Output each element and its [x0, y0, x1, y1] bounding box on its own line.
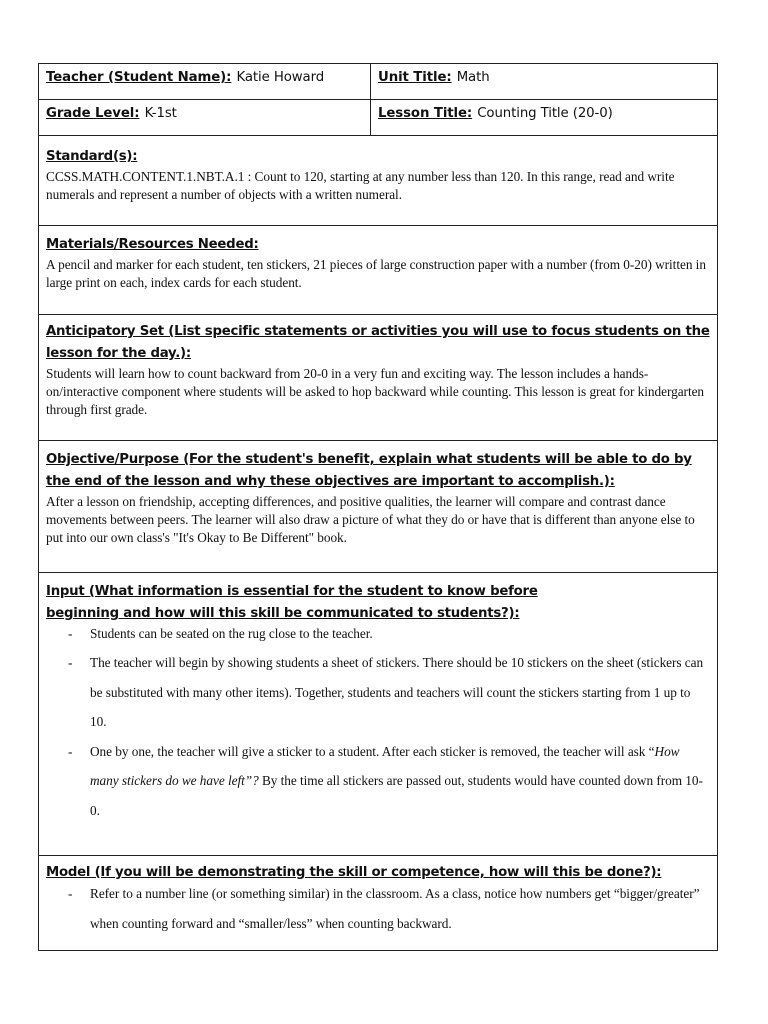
input-item: - The teacher will begin by showing students a sheet of stickers. There should be 10 stickers on the sheet (stickers can be substituted with many other items). Together, students and teachers will count the stickers starting from 1 up to 10. — [68, 648, 710, 737]
materials-cell — [39, 226, 718, 315]
materials-row — [39, 226, 718, 315]
objective-row — [39, 441, 718, 573]
grade-cell — [39, 100, 371, 136]
input-item: - Students can be seated on the rug close to the teacher. — [68, 625, 710, 648]
anticipatory-heading: Anticipatory Set (List specific statements or activities you will use to focus students on the lesson for the day.): — [46, 324, 710, 361]
grade-value: K-1st — [144, 106, 177, 121]
anticipatory-cell — [39, 315, 718, 441]
teacher-label: Teacher (Student Name): — [46, 70, 232, 85]
standards-row — [39, 136, 718, 226]
input-item-3-end: By the time all stickers are passed out, students would have counted down from 10-0. — [90, 773, 703, 818]
input-item-3-start: One by one, the teacher will give a sticker to a student. After each sticker is removed, the teacher will ask “ — [90, 743, 655, 759]
standards-cell — [39, 136, 718, 226]
lesson-label: Lesson Title: — [378, 106, 473, 121]
anticipatory-text: Students will learn how to count backward from 20-0 in a very fun and exciting way. The lesson includes a hands-on/interactive component where students will be asked to hop backward while counting. This lesson is great for kindergarten through first grade. — [46, 366, 705, 417]
objective-text: After a lesson on friendship, accepting differences, and positive qualities, the learner will compare and contrast dance movements between peers. The learner will also draw a picture of what they do or have that is different than anyone else to put into our own class's "It's Okay to Be Different" book. — [46, 494, 695, 545]
model-cell — [39, 856, 718, 951]
input-list — [46, 625, 710, 825]
input-cell — [39, 573, 718, 856]
input-row — [39, 573, 718, 856]
lesson-cell — [371, 100, 718, 136]
teacher-cell — [39, 64, 371, 100]
materials-text: A pencil and marker for each student, ten stickers, 21 pieces of large construction paper with a number (from 0-20) written in large print on each, index cards for each student. — [46, 257, 706, 290]
objective-heading: Objective/Purpose (For the student's benefit, explain what students will be able to do by the end of the lesson and why these objectives are important to accomplish.): — [46, 452, 692, 489]
standards-text: CCSS.MATH.CONTENT.1.NBT.A.1 : Count to 120, starting at any number less than 120. In this range, read and write numerals and represent a number of objects with a written numeral. — [46, 169, 675, 202]
anticipatory-row — [39, 315, 718, 441]
materials-heading: Materials/Resources Needed: — [46, 237, 259, 252]
input-heading-line1: Input (What information is essential for the student to know before — [46, 584, 538, 599]
teacher-value: Katie Howard — [236, 70, 325, 85]
grade-lesson-row — [39, 100, 718, 136]
model-item: - Refer to a number line (or something similar) in the classroom. As a class, notice how numbers get “bigger/greater” when counting forward and “smaller/less” when counting backward. — [68, 879, 710, 938]
objective-cell — [39, 441, 718, 573]
lesson-value: Counting Title (20-0) — [477, 106, 613, 121]
standards-heading: Standard(s): — [46, 149, 138, 164]
input-item-3-question: How many stickers do we have left”? — [90, 743, 680, 788]
unit-label: Unit Title: — [378, 70, 452, 85]
input-item — [68, 737, 710, 826]
unit-value: Math — [456, 70, 490, 85]
input-heading-line2: beginning and how will this skill be communicated to students?): — [46, 606, 520, 621]
model-row — [39, 856, 718, 951]
grade-label: Grade Level: — [46, 106, 140, 121]
model-heading: Model (If you will be demonstrating the skill or competence, how will this be done?): — [46, 865, 662, 880]
lesson-plan-table — [38, 63, 718, 951]
teacher-unit-row — [39, 64, 718, 100]
unit-cell — [371, 64, 718, 100]
model-list — [46, 879, 710, 938]
